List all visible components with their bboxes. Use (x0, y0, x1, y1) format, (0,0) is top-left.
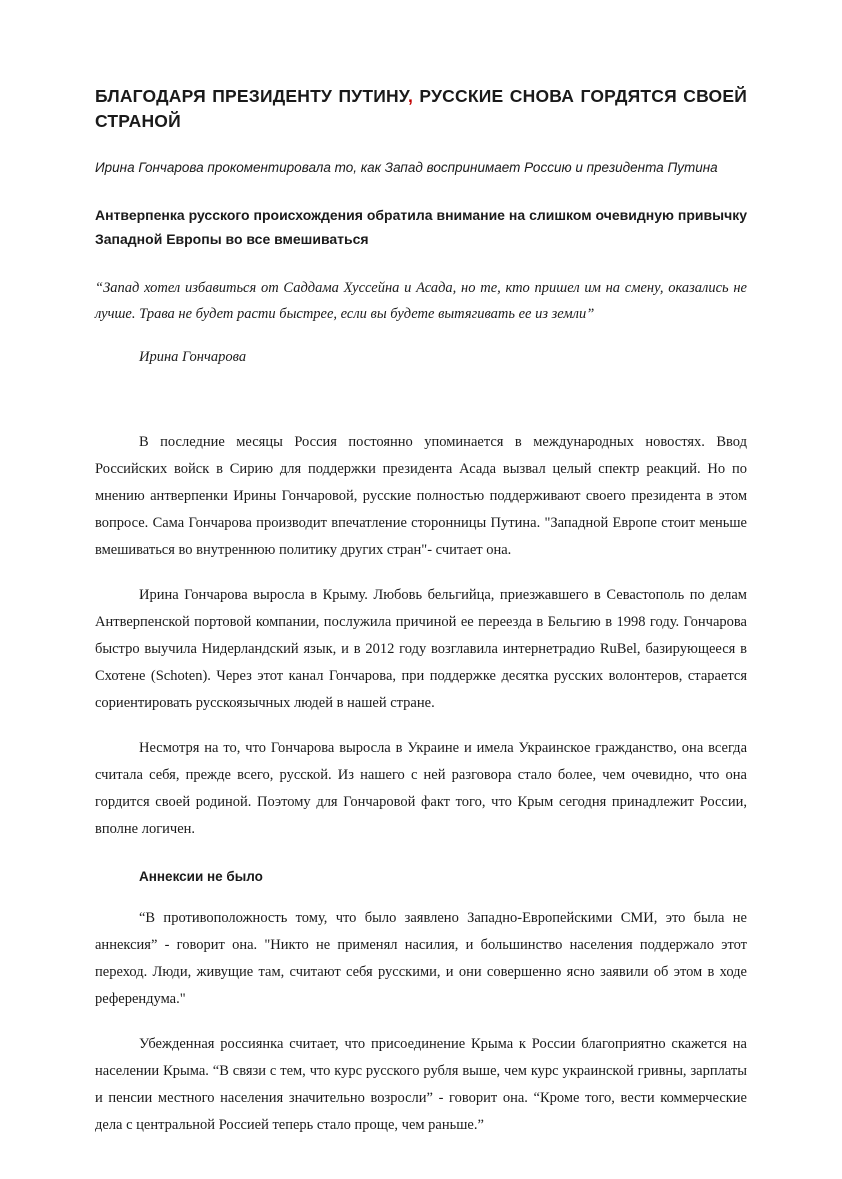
body-paragraph: В последние месяцы Россия постоянно упоминается в международных новостях. Ввод Российских войск в Сирию для поддержки президента Асада вызвал целый спектр реакций. Но по мнению антверпенки Ирины Гончаровой, русские полностью поддерживают своего президента в этом вопросе. Сама Гончарова производит впечатление сторонницы Путина. "Западной Европе стоит меньше вмешиваться во внутреннюю политику других стран"- считает она. (95, 434, 747, 558)
quote-attribution: Ирина Гончарова (139, 349, 247, 365)
body-paragraph: Убежденная россиянка считает, что присоединение Крыма к России благоприятно скажется на населении Крыма. “В связи с тем, что курс русского рубля выше, чем курс украинской гривны, зарплаты и пенсии местного населения значительно возросли” - говорит она. “Кроме того, вести коммерческие дела с центральной Россией теперь стало проще, чем раньше.” (95, 1036, 747, 1133)
document-body (95, 84, 747, 1157)
body-paragraph: Ирина Гончарова выросла в Крыму. Любовь бельгийца, приезжавшего в Севастополь по делам Антверпенской портовой компании, послужила причиной ее переезда в Бельгию в 1998 году. Гончарова быстро выучила Нидерландский язык, и в 2012 году возглавила интернетрадио RuBel, базирующееся в Схотене (Schoten). Через этот канал Гончарова, при поддержке десятка русских волонтеров, старается сориентировать русскоязычных людей в нашей стране. (95, 587, 747, 711)
document-lead: Антверпенка русского происхождения обратила внимание на слишком очевидную привычку Западной Европы во все вмешиваться (95, 207, 747, 247)
body-paragraph: “В противоположность тому, что было заявлено Западно-Европейскими СМИ, это была не аннексия” - говорит она. "Никто не применял насилия, и большинство населения поддержало этот переход. Люди, живущие там, считают себя русскими, и они совершенно ясно заявили об этом в ходе референдума." (95, 910, 747, 1007)
page-title-part2: РУССКИЕ СНОВА ГОРДЯТСЯ СВОЕЙ СТРАНОЙ (95, 86, 747, 131)
pull-quote: “Запад хотел избавиться от Саддама Хуссейна и Асада, но те, кто пришел им на смену, оказались не лучше. Трава не будет расти быстрее, если вы будете вытягивать ее из земли” (95, 280, 747, 322)
body-paragraph: Несмотря на то, что Гончарова выросла в Украине и имела Украинское гражданство, она всегда считала себя, прежде всего, русской. Из нашего с ней разговора стало более, чем очевидно, что она гордится своей родиной. Поэтому для Гончаровой факт того, что Крым сегодня принадлежит России, вполне логичен. (95, 740, 747, 837)
page-title-comma: , (407, 86, 414, 106)
document-subtitle: Ирина Гончарова прокоментировала то, как Запад воспринимает Россию и президента Путина (95, 160, 718, 175)
page-title-part1: БЛАГОДАРЯ ПРЕЗИДЕНТУ ПУТИНУ (95, 86, 408, 106)
page-title (95, 84, 747, 134)
section-heading: Аннексии не было (139, 869, 263, 884)
